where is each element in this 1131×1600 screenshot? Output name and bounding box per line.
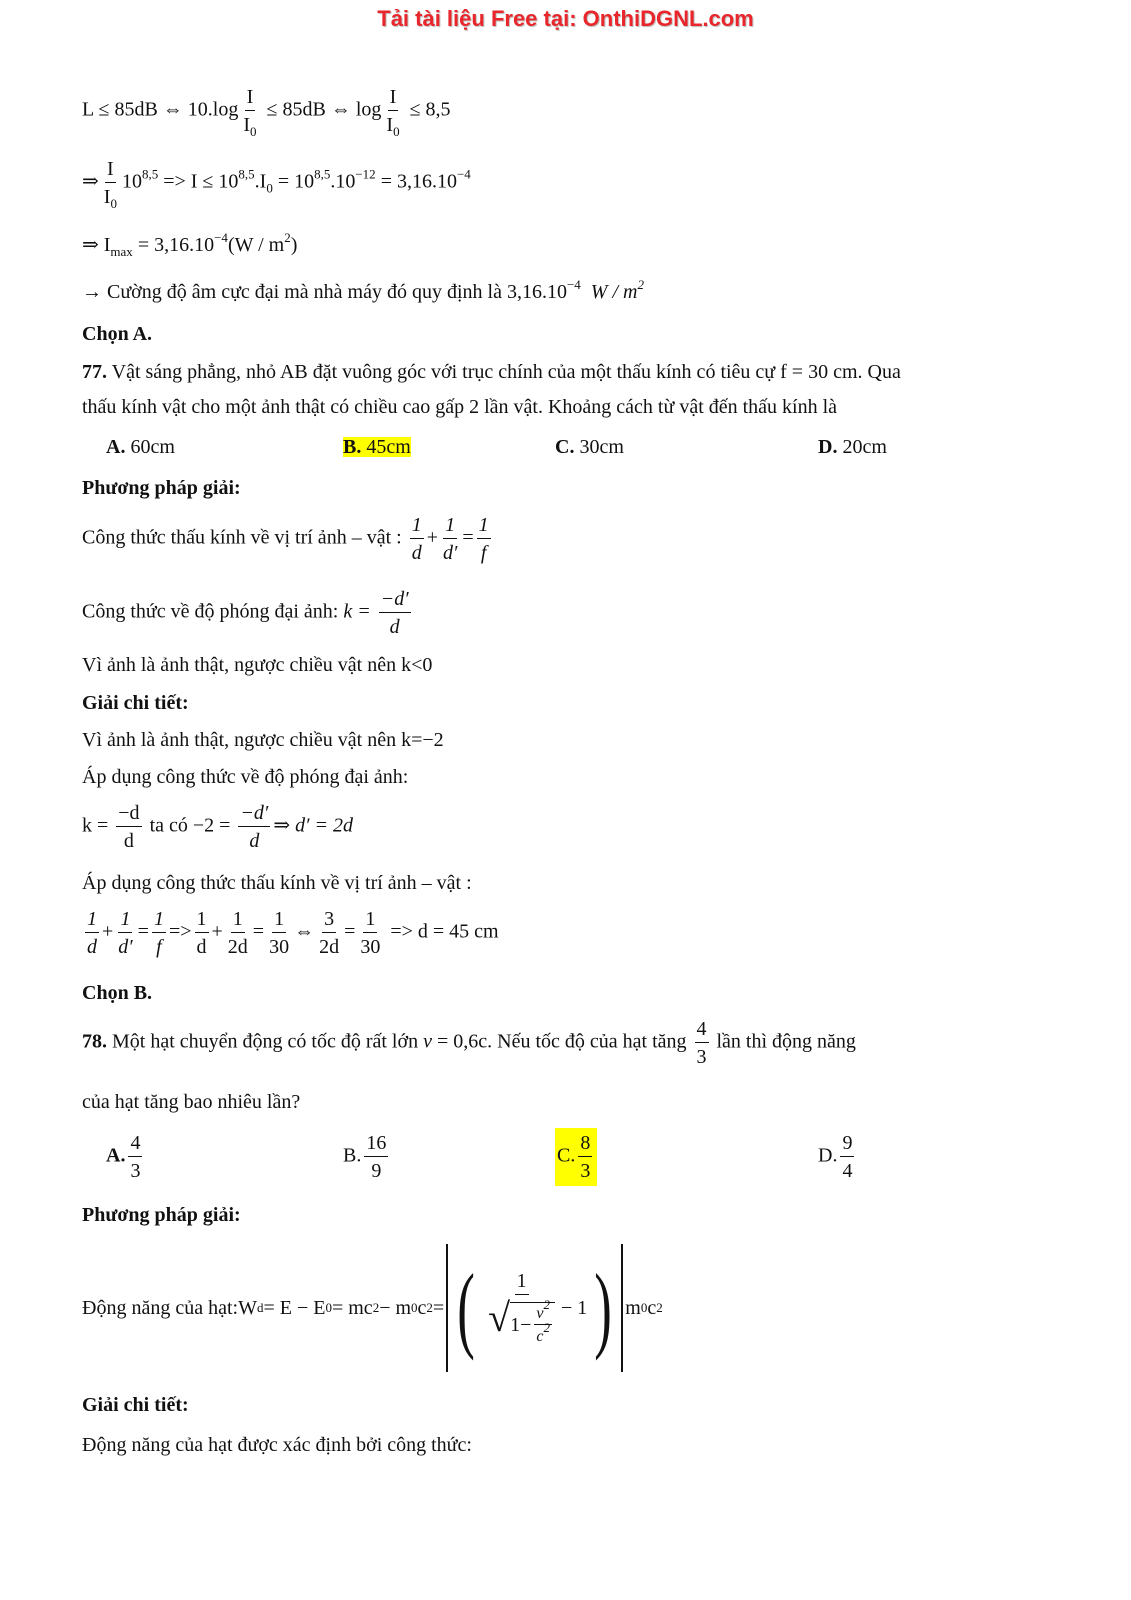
q78-option-b[interactable]: B. $\frac{16}{9}$: [343, 1132, 387, 1182]
q77-magnification-formula: Công thức về độ phóng đại ảnh: k = $\frac{-d'}{d}$: [82, 588, 409, 638]
abs-bar-right: [621, 1244, 623, 1372]
q77-option-c[interactable]: C. 30cm: [555, 436, 624, 458]
q78-text-line1: 78. Một hạt chuyển động có tốc độ rất lớn v = 0,6c. Nếu tốc độ của hạt tăng $\frac{4}{3}$ lần thì động năng: [82, 1018, 856, 1068]
q77-detail-4: Áp dụng công thức thấu kính về vị trí ảnh – vật :: [82, 872, 472, 894]
fraction: $\frac{I}{I_0}$: [386, 86, 400, 139]
q77-text-line1: 77. Vật sáng phẳng, nhỏ AB đặt vuông góc với trục chính của một thấu kính có tiêu cự f = 30 cm. Qua: [82, 361, 901, 383]
q77-method-heading: Phương pháp giải:: [82, 477, 241, 499]
sqrt-expression: √ 1− $\frac{v^2}{c^2}$: [486, 1295, 557, 1346]
q78-option-a[interactable]: A. $\frac{4}{3}$: [106, 1132, 141, 1182]
q78-option-c[interactable]: C. $\frac{8}{3}$: [555, 1128, 597, 1186]
source-banner[interactable]: Tải tài liệu Free tại: OnthiDGNL.com: [377, 6, 754, 31]
q77-detail-3: k = $\frac{-d}{d}$ ta có −2 = $\frac{-d'}{d}$ ⇒ d′ = 2d: [82, 802, 353, 852]
q78-text-line2: của hạt tăng bao nhiêu lần?: [82, 1091, 301, 1113]
q77-option-d[interactable]: D. 20cm: [818, 436, 887, 458]
q77-option-a[interactable]: A. 60cm: [106, 436, 175, 458]
equation-intensity-bound: ⇒ $\frac{I}{I_0}$ $10^{8,5} => I \le 10^{8,5}.I_0 = 10^{8,5}.10^{-12} = 3,16.10^{-4}$: [82, 158, 471, 211]
q78-detail-1: Động năng của hạt được xác định bởi công thức:: [82, 1434, 472, 1456]
equation-intensity-max: ⇒ $I_{max} = 3,16.10^{-4}(W / m^2)$: [82, 230, 298, 259]
q78-detail-heading: Giải chi tiết:: [82, 1394, 189, 1416]
fraction: $\frac{I}{I_0}$: [243, 86, 257, 139]
q78-option-d[interactable]: D. $\frac{9}{4}$: [818, 1132, 853, 1182]
q77-lens-formula: Công thức thấu kính về vị trí ảnh – vật : $\frac{1}{d}$ + $\frac{1}{d'}$ = $\frac{1}{f}$: [82, 514, 489, 564]
q77-option-b[interactable]: B. 45cm: [343, 436, 411, 458]
q77-answer: Chọn B.: [82, 982, 153, 1004]
q77-detail-2: Áp dụng công thức về độ phóng đại ảnh:: [82, 766, 409, 788]
equation-intensity-level: L ≤ 85dB ⇔ 10.log $\frac{I}{I_0}$ ≤ 85dB ⇔ log $\frac{I}{I_0}$ ≤ 8,5: [82, 86, 451, 139]
q78-energy-formula: Động năng của hạt: W d = E − E 0 = mc 2 − m 0 c 2 = ( 1 √ 1− $\frac{v^2}{c^2}$ − 1 ) m 0 c 2: [82, 1244, 663, 1372]
paren-right: ): [594, 1254, 613, 1361]
q77-detail-heading: Giải chi tiết:: [82, 692, 189, 714]
answer-prev: Chọn A.: [82, 323, 153, 345]
fraction: $\frac{I}{I_0}$: [103, 158, 117, 211]
paren-left: (: [457, 1254, 475, 1361]
q77-method-note: Vì ảnh là ảnh thật, ngược chiều vật nên k<0: [82, 654, 433, 676]
q78-method-heading: Phương pháp giải:: [82, 1204, 241, 1226]
conclusion-text: → Cường độ âm cực đại mà nhà máy đó quy định là $3,16.10^{-4}$ W / $m^2$: [82, 277, 644, 303]
q77-text-line2: thấu kính vật cho một ảnh thật có chiều cao gấp 2 lần vật. Khoảng cách từ vật đến thấu kính là: [82, 396, 838, 418]
q77-detail-1: Vì ảnh là ảnh thật, ngược chiều vật nên k=−2: [82, 729, 444, 751]
q77-detail-5: $\frac{1}{d}$ + $\frac{1}{d'}$ = $\frac{1}{f}$ => $\frac{1}{d}$ + $\frac{1}{2d}$ = $\frac{1}{30}$ ⇔ $\frac{3}{2d}$ = $\frac{1}{30}$ => d = 45 cm: [87, 908, 499, 958]
abs-bar-left: [446, 1244, 448, 1372]
